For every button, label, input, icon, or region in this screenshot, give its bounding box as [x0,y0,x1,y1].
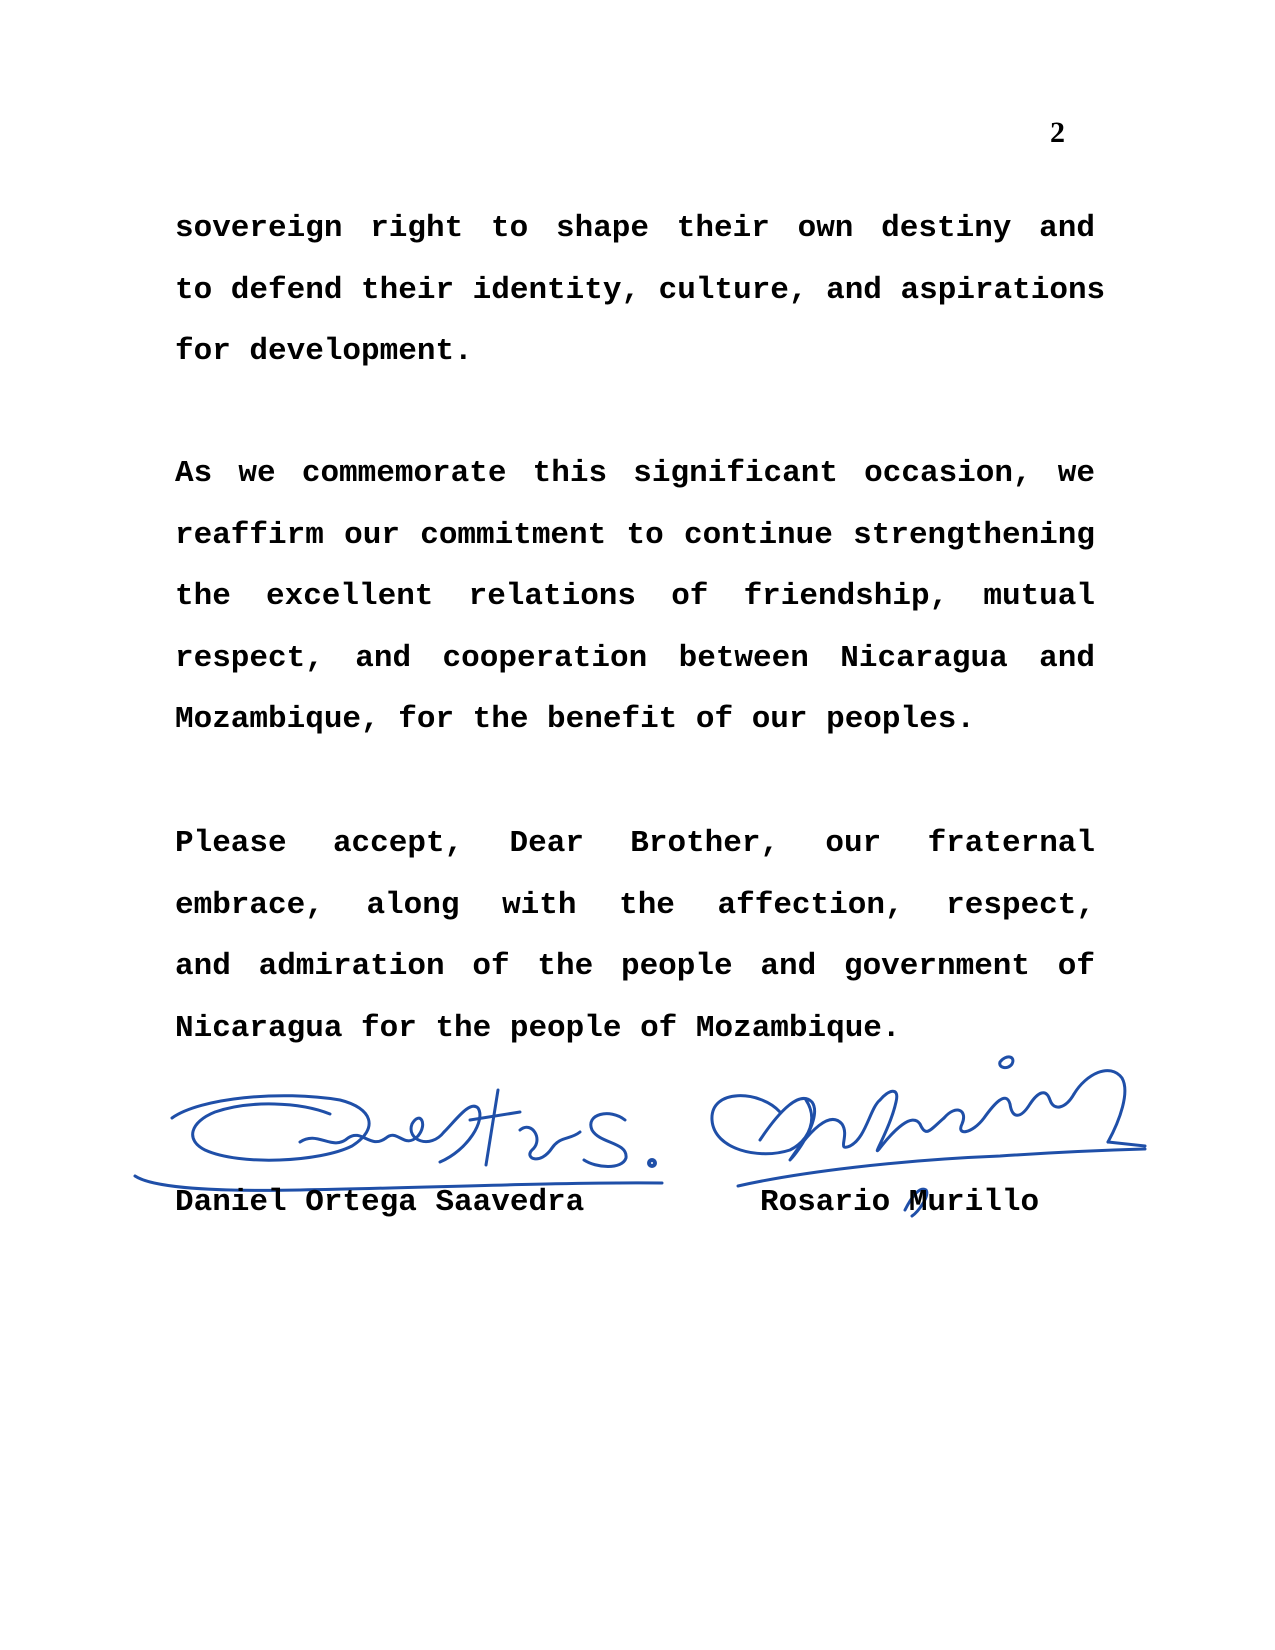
signatory-name-right: Rosario Murillo [760,1185,1040,1220]
text-line: for development. [175,334,473,369]
text-line: Mozambique, for the benefit of our peoples. [175,702,975,737]
text-line: to defend their identity, culture, and aspirations [175,272,1106,308]
handwritten-signature-icon [135,1090,662,1190]
paragraph-2 [175,443,1095,751]
text-line: As we commemorate this significant occasion, we [175,456,1095,491]
text-line: the excellent relations of friendship, mutual [175,579,1095,614]
signatory-name-left: Daniel Ortega Saavedra [175,1185,585,1220]
text-line: reaffirm our commitment to continue strengthening [175,517,1095,553]
text-line: respect, and cooperation between Nicaragua and [175,640,1095,676]
text-line: and admiration of the people and government of [175,949,1095,984]
paragraph-1 [175,198,1106,383]
text-line: embrace, along with the affection, respect, [175,887,1095,923]
text-line: Nicaragua for the people of Mozambique. [175,1010,901,1046]
text-line: sovereign right to shape their own destiny and [175,211,1095,246]
text-line: Please accept, Dear Brother, our fraternal [175,826,1095,861]
paragraph-3 [175,813,1095,1059]
page-number: 2 [1050,116,1065,149]
